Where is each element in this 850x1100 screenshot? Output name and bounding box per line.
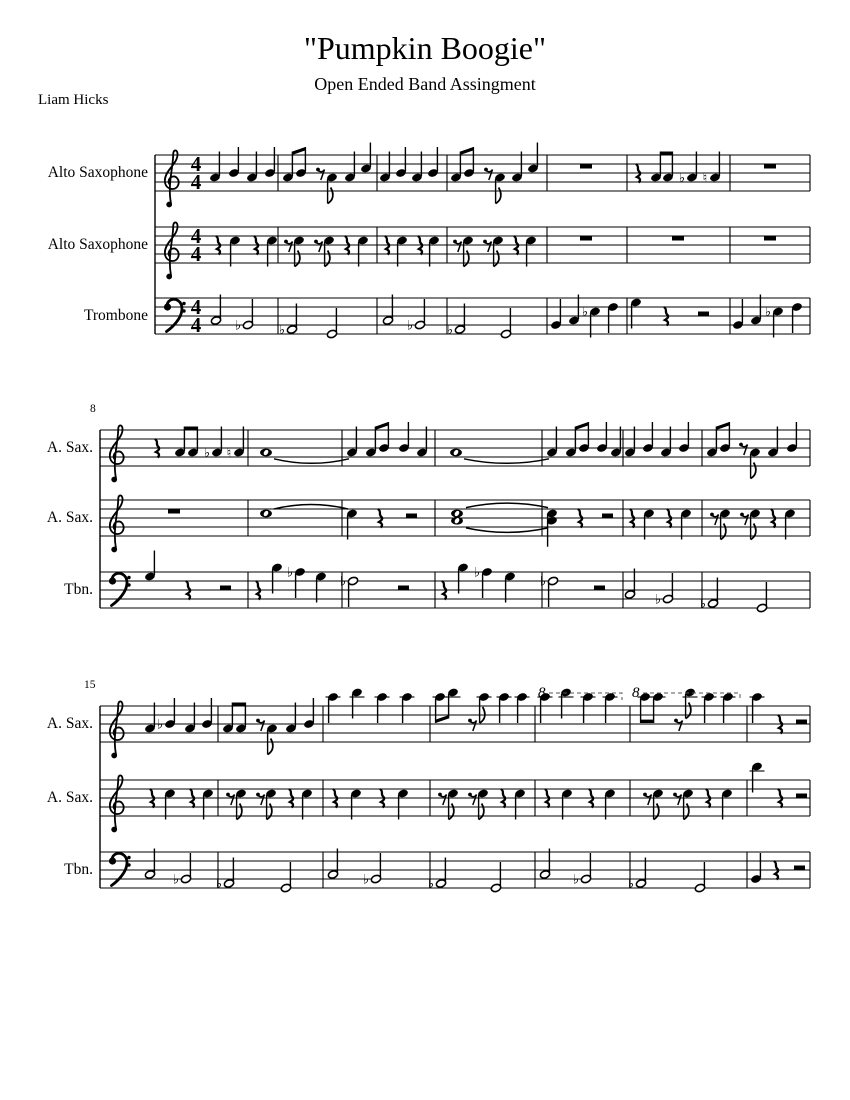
treble-clef-icon [110, 495, 124, 552]
svg-text:♭: ♭ [286, 565, 294, 581]
system-3 [100, 685, 810, 893]
staff [100, 762, 810, 833]
instrument-label-a-sax-1-sys2: A. Sax. [46, 439, 93, 456]
svg-text:♭: ♭ [215, 877, 223, 892]
svg-text:4: 4 [190, 242, 202, 266]
svg-text:♭: ♭ [156, 717, 164, 733]
svg-text:♭: ♭ [427, 877, 435, 892]
bass-clef-icon [109, 853, 131, 885]
staff [100, 849, 810, 893]
svg-text:♭: ♭ [473, 565, 481, 581]
measure-number: 15 [84, 679, 96, 691]
svg-text:♭: ♭ [339, 574, 347, 590]
instrument-label-tbn-sys2: Tbn. [64, 581, 93, 598]
svg-text:♭: ♭ [234, 318, 242, 334]
treble-clef-icon [165, 222, 179, 279]
svg-text:♮: ♮ [226, 446, 232, 461]
staff [155, 222, 810, 279]
instrument-label-a-sax-1-sys3: A. Sax. [46, 715, 93, 732]
svg-text:4: 4 [190, 224, 202, 248]
treble-clef-icon [110, 425, 124, 482]
svg-text:♭: ♭ [172, 872, 180, 888]
instrument-label-alto-sax-1: Alto Saxophone [47, 164, 148, 181]
svg-text:4: 4 [190, 152, 202, 176]
instrument-label-tbn-sys3: Tbn. [64, 861, 93, 878]
svg-text:4: 4 [190, 313, 202, 337]
instrument-label-a-sax-2-sys3: A. Sax. [46, 789, 93, 806]
staff [100, 551, 810, 613]
svg-text:♭: ♭ [278, 323, 286, 338]
svg-text:♭: ♭ [539, 574, 547, 590]
svg-text:♭: ♭ [203, 446, 211, 461]
svg-text:♭: ♭ [572, 872, 580, 888]
svg-text:♭: ♭ [678, 171, 686, 186]
svg-text:4: 4 [190, 170, 202, 194]
treble-clef-icon [165, 150, 179, 207]
instrument-label-trombone: Trombone [83, 307, 148, 324]
instrument-label-alto-sax-2: Alto Saxophone [47, 236, 148, 253]
staff [100, 685, 810, 758]
svg-text:♭: ♭ [446, 323, 454, 338]
svg-text:♭: ♭ [362, 872, 370, 888]
staff [100, 422, 810, 482]
ottava-mark: 8 [538, 685, 546, 701]
svg-text:♭: ♭ [699, 597, 707, 612]
treble-clef-icon [110, 775, 124, 832]
svg-text:♭: ♭ [654, 592, 662, 608]
ottava-mark: 8 [632, 685, 640, 701]
svg-text:4: 4 [190, 295, 202, 319]
instrument-label-a-sax-2-sys2: A. Sax. [46, 509, 93, 526]
svg-text:♭: ♭ [581, 305, 589, 320]
system-1 [155, 143, 810, 339]
bass-clef-icon [109, 573, 131, 605]
staff [155, 143, 810, 208]
piece-title: "Pumpkin Boogie" [303, 30, 547, 66]
svg-text:♮: ♮ [702, 171, 708, 186]
piece-subtitle: Open Ended Band Assingment [314, 74, 536, 94]
composer-name: Liam Hicks [38, 92, 109, 108]
measure-number: 8 [90, 403, 96, 415]
treble-clef-icon [110, 701, 124, 758]
svg-text:♭: ♭ [764, 305, 772, 320]
system-2 [100, 422, 810, 613]
staff [155, 295, 810, 339]
svg-text:♭: ♭ [406, 318, 414, 334]
staff [100, 495, 810, 552]
svg-text:♭: ♭ [627, 877, 635, 892]
bass-clef-icon [164, 299, 186, 331]
